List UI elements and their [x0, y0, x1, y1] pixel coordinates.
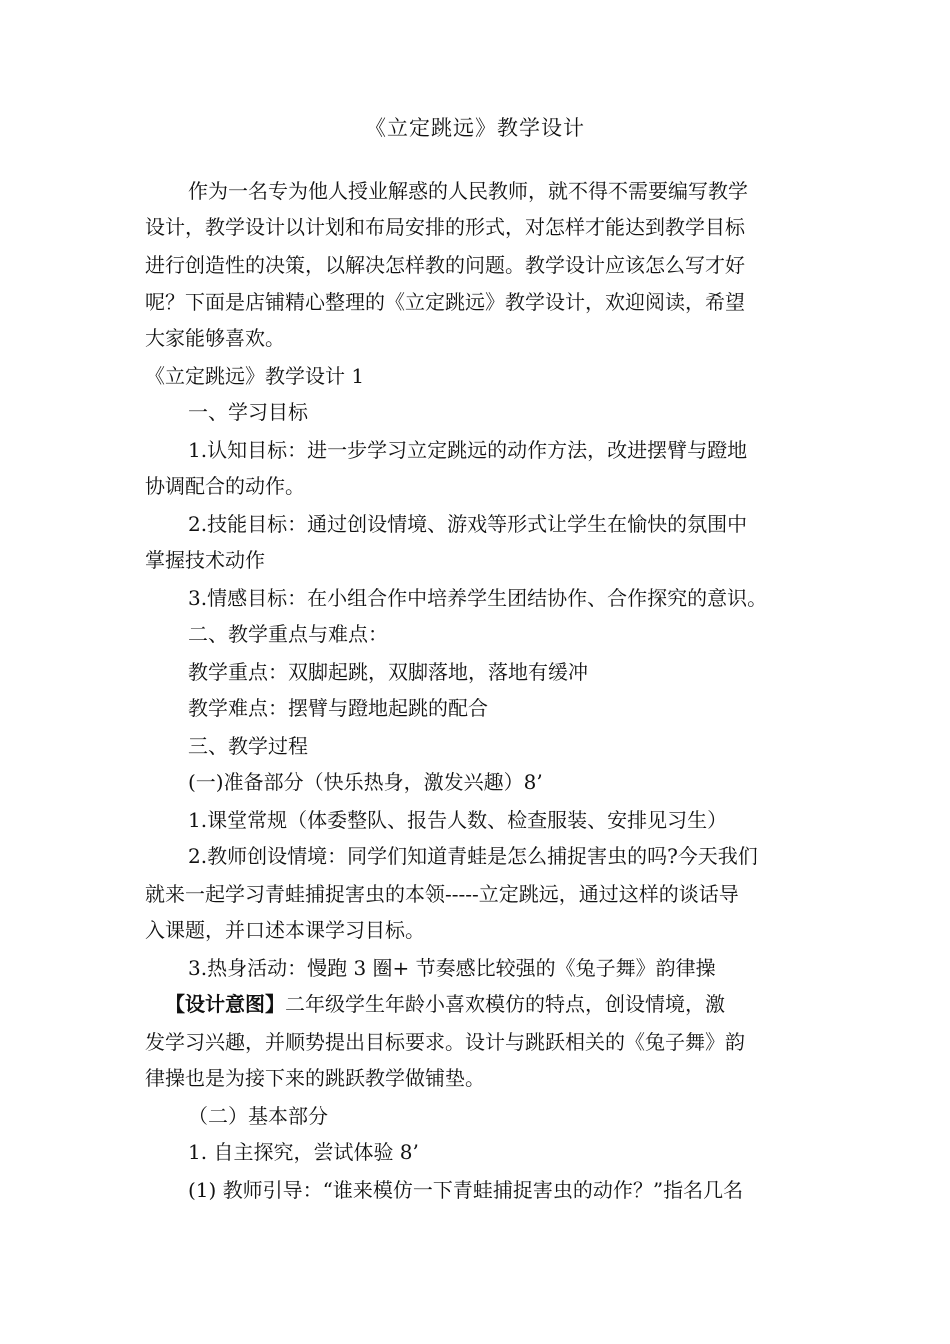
intro-line-2: 设计，教学设计以计划和布局安排的形式，对怎样才能达到教学目标	[145, 215, 745, 239]
document-title: 《立定跳远》教学设计	[365, 116, 585, 140]
part-2-heading: （二）基本部分	[188, 1104, 328, 1128]
intro-line-5: 大家能够喜欢。	[145, 326, 285, 350]
step-2-line-3: 入课题，并口述本课学习目标。	[145, 918, 425, 942]
design-intent-line-2: 发学习兴趣，并顺势提出目标要求。设计与跳跃相关的《兔子舞》韵	[145, 1030, 745, 1054]
step-3: 3.热身活动：慢跑 3 圈+ 节奏感比较强的《兔子舞》韵律操	[188, 956, 716, 980]
sub-step-1: 1. 自主探究，尝试体验 8’	[188, 1140, 419, 1164]
design-intent-line-3: 律操也是为接下来的跳跃教学做铺垫。	[145, 1066, 485, 1090]
intro-line-3: 进行创造性的决策，以解决怎样教的问题。教学设计应该怎么写才好	[145, 253, 745, 277]
goal-2-line-1: 2.技能目标：通过创设情境、游戏等形式让学生在愉快的氛围中	[188, 512, 748, 536]
intro-line-4: 呢？下面是店铺精心整理的《立定跳远》教学设计，欢迎阅读，希望	[145, 290, 745, 314]
heading-key-points: 二、教学重点与难点：	[188, 622, 388, 646]
part-1-heading: (一)准备部分（快乐热身，激发兴趣）8’	[188, 770, 543, 794]
step-1: 1.课堂常规（体委整队、报告人数、检查服装、安排见习生）	[188, 808, 728, 832]
design-intent-label: 【设计意图】	[165, 992, 285, 1016]
section-title: 《立定跳远》教学设计 1	[145, 364, 365, 388]
step-2-line-2: 就来一起学习青蛙捕捉害虫的本领-----立定跳远，通过这样的谈话导	[145, 882, 739, 906]
difficulty: 教学难点：摆臂与蹬地起跳的配合	[188, 696, 488, 720]
design-intent-line-1	[165, 990, 835, 1018]
goal-3: 3.情感目标：在小组合作中培养学生团结协作、合作探究的意识。	[188, 586, 768, 610]
step-2-line-1: 2.教师创设情境：同学们知道青蛙是怎么捕捉害虫的吗?今天我们	[188, 844, 758, 868]
goal-1-line-1: 1.认知目标：进一步学习立定跳远的动作方法，改进摆臂与蹬地	[188, 438, 748, 462]
goal-1-line-2: 协调配合的动作。	[145, 474, 305, 498]
intro-line-1: 作为一名专为他人授业解惑的人民教师，就不得不需要编写教学	[188, 179, 748, 203]
goal-2-line-2: 掌握技术动作	[145, 548, 265, 572]
heading-learning-goals: 一、学习目标	[188, 400, 308, 424]
design-intent-text: 二年级学生年龄小喜欢模仿的特点，创设情境，激	[285, 992, 725, 1016]
sub-step-1-1: (1) 教师引导：“谁来模仿一下青蛙捕捉害虫的动作？”指名几名	[188, 1178, 744, 1202]
key-point: 教学重点：双脚起跳，双脚落地，落地有缓冲	[188, 660, 588, 684]
heading-process: 三、教学过程	[188, 734, 308, 758]
